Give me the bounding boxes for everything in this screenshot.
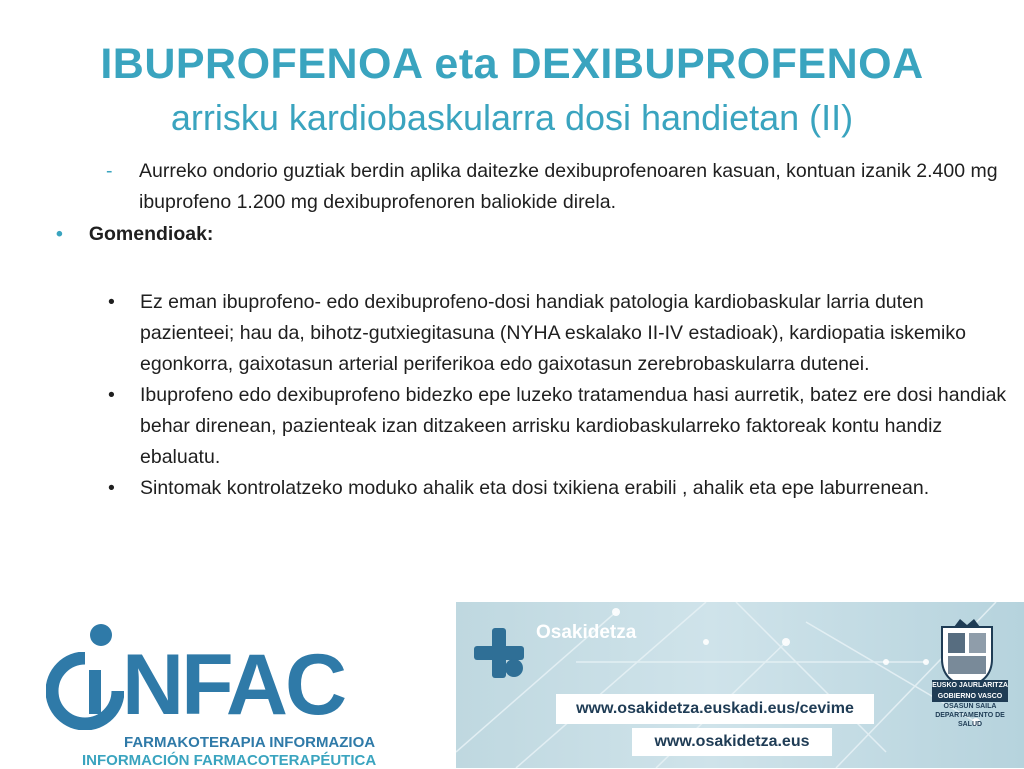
list-item [108,473,1008,504]
list-item-text: Ez eman ibuprofeno- edo dexibuprofeno-dosi handiak patologia kardiobaskular larria duten pazienteei; hau da, bihotz-gutxiegitasuna (NYHA eskalako II-IV estadioak), kardiopatia iskemiko egonkorra, gaixotasun arterial periferikoa edo gaixotasun zerebrobaskularra dutenei. [140,291,966,375]
infac-dot-icon [90,624,112,646]
list-item [108,287,1008,380]
crest-line-4: DEPARTAMENTO DE SALUD [935,712,1005,728]
osakidetza-cross-icon [470,624,528,682]
dash-item-text: Aurreko ondorio guztiak berdin aplika daitezke dexibuprofenoaren kasuan, kontuan izanik 2.400 mg ibuprofeno 1.200 mg dexibuprofenoren baliokide direla. [139,160,998,213]
logo-subtitle-es: INFORMACIÓN FARMACOTERAPÉUTICA [82,752,377,769]
heading-text: Gomendioak: [88,223,214,245]
crest-line-2: GOBIERNO VASCO [932,691,1008,702]
bullet-icon: • [108,477,115,499]
recommendations-list [108,287,1008,504]
dash-list-item [106,156,1006,218]
bullet-icon: • [108,384,115,406]
infac-ring-icon [46,652,124,730]
list-item [108,380,1008,473]
url-osakidetza-link[interactable]: www.osakidetza.eus [632,728,832,756]
dash-marker-icon: - [106,160,113,182]
logo-subtitle-eu: FARMAKOTERAPIA INFORMAZIOA [124,734,376,751]
crest-caption [926,680,1014,729]
osakidetza-brand: Osakidetza [536,622,637,643]
infac-logo [40,610,380,768]
slide-footer [0,596,1024,768]
list-item-text: Sintomak kontrolatzeko moduko ahalik eta dosi txikiena erabili , ahalik eta epe laburrenean. [140,477,930,499]
osakidetza-banner [456,602,1024,768]
title-main: IBUPROFENOA eta DEXIBUPROFENOA [100,40,924,88]
recommendations-heading [56,219,213,250]
title-sub: arrisku kardiobaskularra dosi handietan (II) [170,97,854,138]
slide-title [0,38,1024,140]
crest-line-3: OSASUN SAILA [943,703,997,710]
crest-line-1: EUSKO JAURLARITZA [932,682,1008,689]
url-cevime-link[interactable]: www.osakidetza.euskadi.eus/cevime [556,694,874,724]
bullet-icon: • [108,291,115,313]
list-item-text: Ibuprofeno edo dexibuprofeno bidezko epe luzeko tratamendua hasi aurretik, batez ere dosi handiak behar direnean, pazienteak izan ditzakeen arrisku kardiobaskularreko faktoreak kontu handiz ebaluatu. [140,384,1007,468]
bullet-icon: • [56,223,63,245]
logo-word: NFAC [122,637,345,733]
